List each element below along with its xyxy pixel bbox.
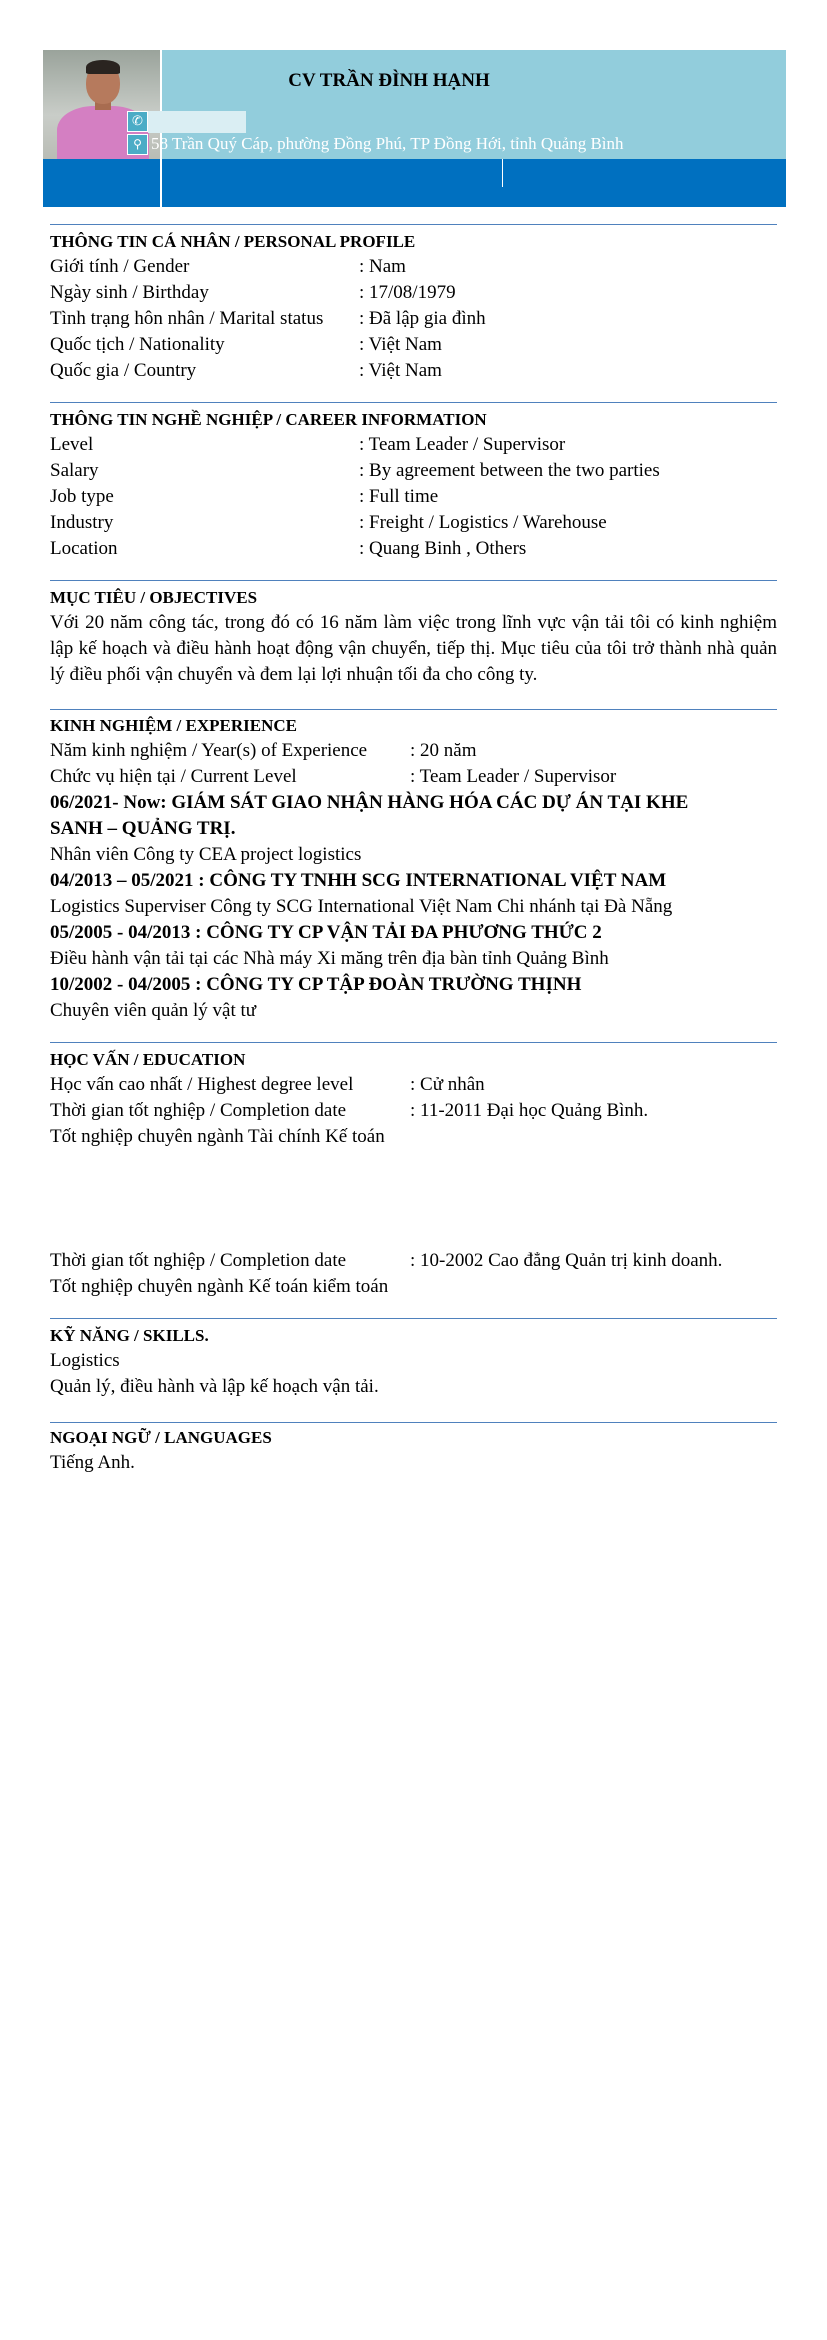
phone-field — [148, 111, 246, 133]
section-divider — [50, 1422, 777, 1423]
section-title-languages: NGOẠI NGỮ / LANGUAGES — [50, 1428, 272, 1447]
row-label: Quốc tịch / Nationality — [50, 334, 225, 355]
row-label: Quốc gia / Country — [50, 360, 197, 381]
job-detail-3: Điều hành vận tải tại các Nhà máy Xi măng trên địa bàn tỉnh Quảng Bình — [50, 948, 609, 969]
section-divider — [50, 580, 777, 581]
job-heading-1: 06/2021- Now: GIÁM SÁT GIAO NHẬN HÀNG HÓA CÁC DỰ ÁN TẠI KHE — [50, 792, 689, 813]
row-value: : Việt Nam — [359, 360, 442, 381]
row-value: : Full time — [359, 486, 439, 507]
section-title-objectives: MỤC TIÊU / OBJECTIVES — [50, 588, 258, 607]
job-heading-4: 10/2002 - 04/2005 : CÔNG TY CP TẬP ĐOÀN TRƯỜNG THỊNH — [50, 974, 582, 995]
row-label: Năm kinh nghiệm / Year(s) of Experience — [50, 740, 368, 761]
row-label: Thời gian tốt nghiệp / Completion date — [50, 1100, 347, 1121]
section-title-career: THÔNG TIN NGHỀ NGHIỆP / CAREER INFORMATION — [50, 410, 487, 429]
row-value: : Đã lập gia đình — [359, 308, 486, 329]
section-title-skills: KỸ NĂNG / SKILLS. — [50, 1326, 209, 1345]
row-value: : 11-2011 Đại học Quảng Bình. — [410, 1100, 649, 1121]
address-text: 58 Trần Quý Cáp, phường Đồng Phú, TP Đồng Hới, tỉnh Quảng Bình — [151, 134, 624, 153]
contact-band-left — [43, 159, 160, 207]
section-divider — [50, 1042, 777, 1043]
row-value: : Nam — [359, 256, 406, 277]
education-note-2: Tốt nghiệp chuyên ngành Kế toán kiểm toán — [50, 1276, 389, 1297]
row-value: : Team Leader / Supervisor — [410, 766, 617, 787]
section-divider — [50, 709, 777, 710]
row-value: : By agreement between the two parties — [359, 460, 660, 481]
job-detail-1: Nhân viên Công ty CEA project logistics — [50, 844, 362, 865]
job-detail-2: Logistics Superviser Công ty SCG International Việt Nam Chi nhánh tại Đà Nẵng — [50, 896, 673, 917]
row-label: Job type — [50, 486, 114, 507]
contact-band-right — [765, 159, 786, 207]
row-label: Level — [50, 434, 94, 455]
row-label: Thời gian tốt nghiệp / Completion date — [50, 1250, 347, 1271]
section-title-education: HỌC VẤN / EDUCATION — [50, 1050, 246, 1069]
language-item: Tiếng Anh. — [50, 1452, 135, 1473]
row-value: : Freight / Logistics / Warehouse — [359, 512, 607, 533]
row-value: : 20 năm — [410, 740, 477, 761]
phone-icon: ✆ — [127, 111, 148, 132]
row-label: Ngày sinh / Birthday — [50, 282, 209, 303]
row-label: Học vấn cao nhất / Highest degree level — [50, 1074, 354, 1095]
row-value: : 10-2002 Cao đẳng Quản trị kinh doanh. — [410, 1250, 723, 1271]
skill-item: Logistics — [50, 1350, 120, 1371]
job-heading-1-cont: SANH – QUẢNG TRỊ. — [50, 818, 236, 839]
row-value: : Quang Binh , Others — [359, 538, 527, 559]
row-label: Chức vụ hiện tại / Current Level — [50, 766, 297, 787]
row-value: : Cử nhân — [410, 1074, 485, 1095]
section-title-experience: KINH NGHIỆM / EXPERIENCE — [50, 716, 297, 735]
row-label: Tình trạng hôn nhân / Marital status — [50, 308, 324, 329]
location-pin-icon: ⚲ — [127, 134, 148, 155]
job-heading-2: 04/2013 – 05/2021 : CÔNG TY TNHH SCG INTERNATIONAL VIỆT NAM — [50, 870, 667, 891]
section-divider — [50, 1318, 777, 1319]
section-title-personal: THÔNG TIN CÁ NHÂN / PERSONAL PROFILE — [50, 232, 416, 251]
row-label: Location — [50, 538, 118, 559]
row-label: Giới tính / Gender — [50, 256, 190, 277]
education-note-1: Tốt nghiệp chuyên ngành Tài chính Kế toán — [50, 1126, 385, 1147]
row-label: Salary — [50, 460, 99, 481]
row-label: Industry — [50, 512, 114, 533]
row-value: : 17/08/1979 — [359, 282, 456, 303]
row-value: : Team Leader / Supervisor — [359, 434, 566, 455]
objectives-text: Với 20 năm công tác, trong đó có 16 năm làm việc trong lĩnh vực vận tải tôi có kinh nghiệm lập kế hoạch và điều hành hoạt động vận chuyển, tiếp thị. Mục tiêu của tôi trở thành nhà quản lý điều phối vận chuyển và đem lại lợi nhuận tối đa cho công ty. — [50, 612, 777, 685]
skill-item: Quản lý, điều hành và lập kế hoạch vận tải. — [50, 1376, 379, 1397]
cv-title: CV TRẦN ĐÌNH HẠNH — [288, 70, 490, 91]
section-divider — [50, 402, 777, 403]
job-heading-3: 05/2005 - 04/2013 : CÔNG TY CP VẬN TẢI ĐA PHƯƠNG THỨC 2 — [50, 922, 602, 943]
contact-email-box — [502, 159, 725, 187]
section-divider — [50, 224, 777, 225]
job-detail-4: Chuyên viên quản lý vật tư — [50, 1000, 257, 1021]
row-value: : Việt Nam — [359, 334, 442, 355]
